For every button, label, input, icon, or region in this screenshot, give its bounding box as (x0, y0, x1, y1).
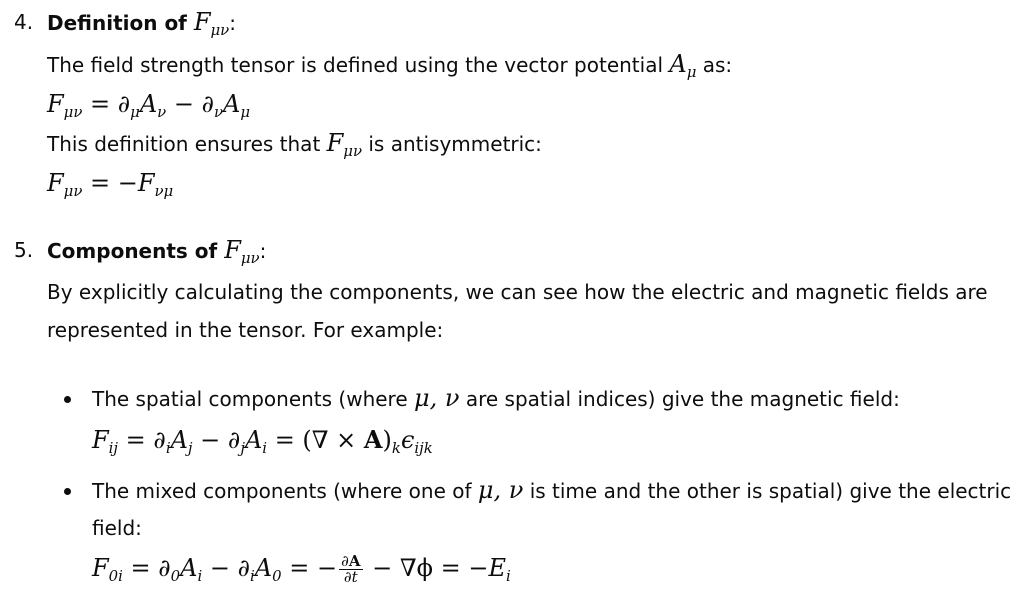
item4-heading-math: $F_{\mu\nu}$ (193, 8, 230, 40)
bullet1-text-after: are spatial indices) give the magnetic field: (459, 387, 900, 411)
bullet2-text-line2: field: (92, 516, 142, 540)
item5-heading-text: Components of (47, 239, 225, 263)
equation-electric-field: $F_{0i} = \partial_0A_i - \partial_iA_0$ = − $\frac{\partial A}{\partial t}$ − $\nabla\phi = -E_i$ (92, 552, 511, 586)
bullet2-math: μ, ν (477, 476, 524, 504)
bullet2-text-before: The mixed components (where one of (92, 479, 478, 503)
item4-heading-text: Definition of (47, 11, 194, 35)
item4-heading (47, 8, 236, 40)
bullet2-text-after: is time and the other is spatial) give the electric (523, 479, 1012, 503)
bullet1-math: μ, ν (414, 384, 460, 412)
item4-line2-math: $F_{\mu\nu}$ (326, 129, 363, 161)
item5-paragraph-line1: By explicitly calculating the components, we can see how the electric and magnetic fields are (47, 280, 988, 304)
equation-antisymmetry: $F_{\mu\nu} = -F_{\nu\mu}$ (47, 169, 174, 201)
equation-magnetic-field: $F_{ij} = \partial_iA_j - \partial_jA_i$ = (∇ × $A)_k\epsilon_{ijk}$ (92, 425, 433, 458)
partial-derivative-fraction: $\frac{\partial A}{\partial t}$ (341, 552, 361, 586)
bullet1-text (92, 384, 900, 413)
item4-line2-after: is antisymmetric: (362, 132, 542, 156)
item4-line1-math: $A_\mu$ (669, 50, 697, 82)
bullet-marker (64, 396, 71, 403)
list-number-4: 4. (14, 10, 34, 34)
bullet1-text-before: The spatial components (where (92, 387, 415, 411)
list-number-5: 5. (14, 238, 34, 262)
item5-heading (47, 236, 267, 268)
item4-heading-colon: : (229, 11, 236, 35)
equation-field-tensor-definition: $F_{\mu\nu} = \partial_\mu A_\nu - \partial_\nu A_\mu$ (47, 90, 251, 122)
item4-line1-after: as: (696, 53, 733, 77)
item4-line2 (47, 129, 542, 161)
bullet-marker (64, 488, 71, 495)
bullet2-text (92, 476, 1011, 505)
item5-heading-colon: : (259, 239, 267, 263)
item4-line2-text: This definition ensures that (47, 132, 327, 156)
item5-paragraph-line2: represented in the tensor. For example: (47, 318, 444, 342)
item4-line1-text: The field strength tensor is defined using the vector potential (47, 53, 670, 77)
item4-line1 (47, 50, 733, 82)
item5-heading-math: $F_{\mu\nu}$ (224, 236, 260, 268)
